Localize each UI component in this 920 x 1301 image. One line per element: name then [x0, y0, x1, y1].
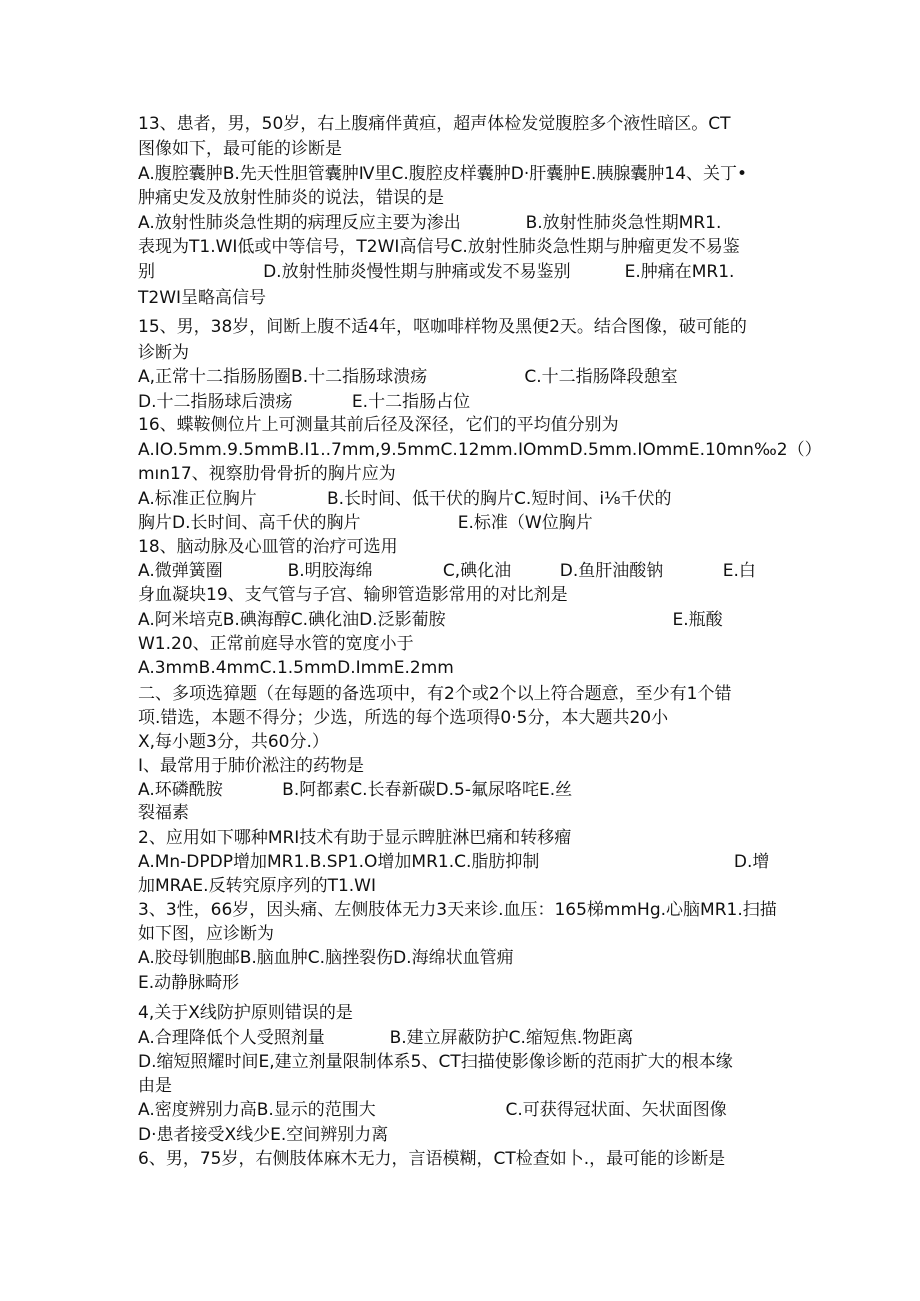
text-line: 3、3性，66岁，因头痛、左侧肢体无力3天来诊.血压：165梯mmHg.心脑MR1.扫描 [138, 900, 777, 920]
text-line: 16、蝶鞍侧位片上可测量其前后径及深径，它们的平均值分别为 [138, 415, 619, 435]
text-line: 15、男，38岁，间断上腹不适4年，呕咖啡样物及黑便2天。结合图像，破可能的 [138, 317, 747, 337]
text-line: 加MRAE.反转究原序列的T1.WI [138, 876, 376, 896]
text-line: A.阿米培克B.碘海醇C.碘化油D.泛影葡胺 E.瓶酸 [138, 610, 723, 630]
text-line: I、最常用于肺价淞注的药物是 [138, 756, 365, 776]
text-line: 表现为T1.WI低或中等信号，T2WI高信号C.放射性肺炎急性期与肿瘤更发不易鉴 [138, 237, 740, 257]
text-line: A.合理降低个人受照剂量 B.建立屏蔽防护C.缩短焦.物距离 [138, 1028, 634, 1048]
text-line: A.放射性肺炎急性期的病理反应主要为渗出 B.放射性肺炎急性期MR1. [138, 213, 722, 233]
text-line: 胸片D.长时间、高千伏的胸片 E.标准（W位胸片 [138, 513, 593, 533]
text-line: A.腹腔囊肿B.先天性胆管囊肿Ⅳ里C.腹腔皮样囊肿D·肝囊肿E.胰腺囊肿14、关丁• [138, 164, 748, 184]
text-line: 由是 [138, 1076, 172, 1096]
text-line: 如下图，应诊断为 [138, 924, 274, 944]
text-line: A.胶母钏胞邮B.脑血肿C.脑挫裂伤D.海绵状血管痈 [138, 948, 514, 968]
text-line: 别 D.放射性肺炎慢性期与肿痛或发不易鉴别 E.肿痛在MR1. [138, 262, 735, 282]
text-line: 身血凝块19、支气管与子宫、输卵管造影常用的对比剂是 [138, 585, 568, 605]
text-line: 4,关于X线防护原则错误的是 [138, 1003, 353, 1023]
text-line: E.动静脉畸形 [138, 973, 240, 993]
text-line: 诊断为 [138, 343, 189, 363]
text-line: 2、应用如下哪种MRI技术有助于显示睥脏淋巴痛和转移瘤 [138, 828, 572, 848]
text-line: A.环磷酰胺 B.阿都素C.长春新碳D.5-氟尿咯咤E.丝 [138, 780, 573, 800]
text-line: 13、患者，男，50岁，右上腹痛伴黄疸，超声体检发觉腹腔多个液性暗区。CT [138, 114, 731, 134]
text-line: D.缩短照耀时间E,建立剂量限制体系5、CT扫描使影像诊断的范雨扩大的根本缘 [138, 1052, 733, 1072]
text-line: D.十二指肠球后溃疡 E.十二指肠占位 [138, 392, 471, 412]
text-line: T2WI呈略高信号 [138, 288, 267, 308]
text-line: A.IO.5mm.9.5mmB.I1..7mm,9.5mmC.12mm.IOmmD.5mm.IOmmE.10mn‰2（） [138, 440, 822, 460]
text-line: A.微弹簧圈 B.明胶海绵 C,碘化油 D.鱼肝油酸钠 E.白 [138, 561, 756, 581]
text-line: 项.错选，本题不得分；少选，所选的每个选项得0·5分，本大题共20小 [138, 708, 669, 728]
text-line: A.Mn-DPDP增加MR1.B.SP1.O增加MR1.C.脂肪抑制 D.增 [138, 852, 770, 872]
text-line: 肿痛史发及放射性肺炎的说法，错误的是 [138, 188, 444, 208]
text-line: A.3mmB.4mmC.1.5mmD.ImmE.2mm [138, 658, 454, 678]
text-line: A.标准正位胸片 B.长时间、低干伏的胸片C.短时间、i⅛千伏的 [138, 489, 672, 509]
text-line: W1.20、正常前庭导水管的宽度小于 [138, 634, 414, 654]
text-line: 二、多项选獐题（在每题的备选项中，有2个或2个以上符合题意，至少有1个错 [138, 684, 732, 704]
text-line: mın17、视察肋骨骨折的胸片应为 [138, 464, 396, 484]
text-line: A,正常十二指肠肠圈B.十二指肠球溃疡 C.十二指肠降段憩室 [138, 367, 678, 387]
text-line: 18、脑动脉及心皿管的治疗可选用 [138, 537, 398, 557]
text-line: 裂福素 [138, 803, 189, 823]
text-line: 6、男，75岁，右侧肢体麻木无力，言语模糊，CT检查如卜.，最可能的诊断是 [138, 1149, 726, 1169]
text-line: X,每小题3分，共60分.） [138, 732, 329, 752]
text-line: A.密度辨别力高B.显示的范围大 C.可获得冠状面、矢状面图像 [138, 1100, 727, 1120]
text-line: D·患者接受X线少E.空间辨别力离 [138, 1125, 389, 1145]
text-line: 图像如下，最可能的诊断是 [138, 139, 342, 159]
